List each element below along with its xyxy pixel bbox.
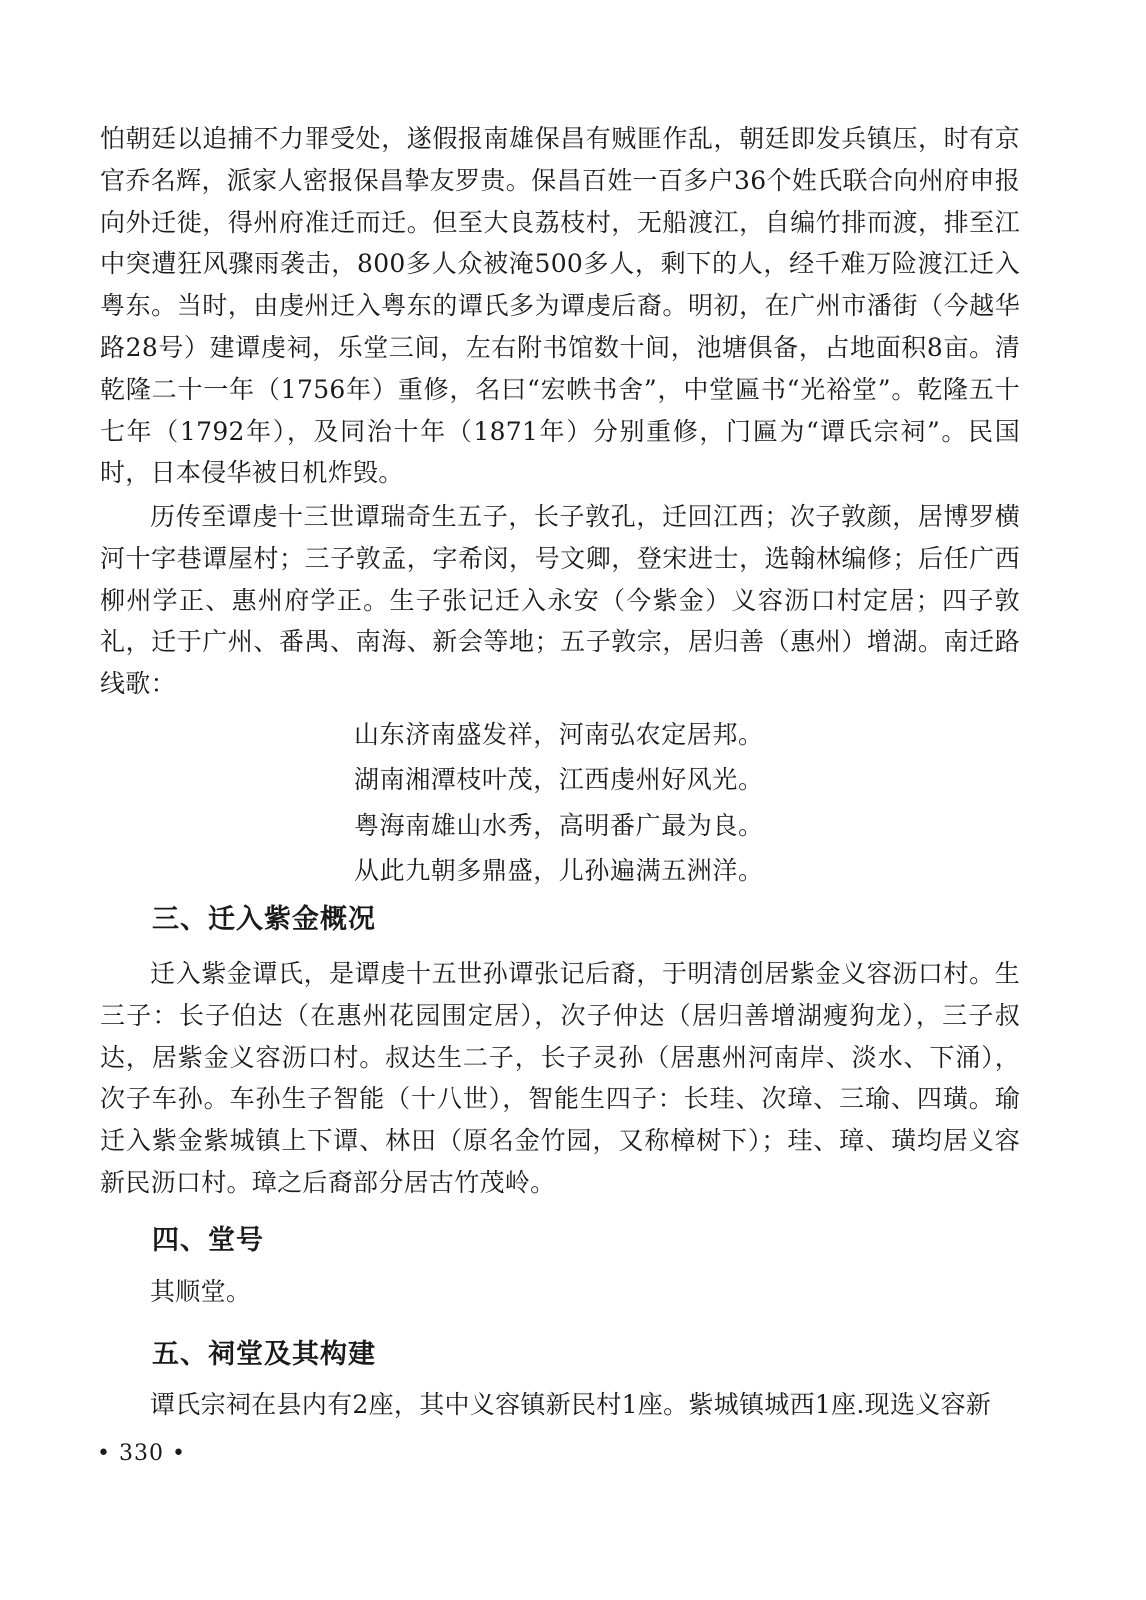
poem-line: 粤海南雄山水秀，高明番广最为良。 — [354, 810, 764, 840]
page-number: • 330 • — [97, 1441, 186, 1466]
migration-poem — [354, 712, 764, 893]
poem-line: 湖南湘潭枝叶茂，江西虔州好风光。 — [354, 765, 764, 795]
paragraph-zijin-overview: 迁入紫金谭氏，是谭虔十五世孙谭张记后裔，于明清创居紫金义容沥口村。生三子：长子伯达（在惠州花园围定居），次子仲达（居归善增湖瘦狗龙），三子叔达，居紫金义容沥口村。叔达生二子，长子灵孙（居惠州河南岸、淡水、下涌），次子车孙。车孙生子智能（十八世），智能生四子：长珪、次璋、三瑜、四璜。瑜迁入紫金紫城镇上下谭、林田（原名金竹园，又称樟树下）；珪、璋、璜均居义容新民沥口村。璋之后裔部分居古竹茂岭。 — [100, 959, 1020, 1197]
section-heading-hall-name: 四、堂号 — [152, 1225, 264, 1256]
paragraph-ancestral-hall: 谭氏宗祠在县内有2座，其中义容镇新民村1座。紫城镇城西1座.现选义容新 — [150, 1390, 992, 1419]
section-heading-migration-to-zijin: 三、迁入紫金概况 — [152, 904, 376, 935]
section-heading-ancestral-hall: 五、祠堂及其构建 — [152, 1339, 376, 1370]
poem-line: 山东济南盛发祥，河南弘农定居邦。 — [354, 720, 764, 749]
paragraph-descendants: 历传至谭虔十三世谭瑞奇生五子，长子敦孔，迁回江西；次子敦颜，居博罗横河十字巷谭屋村；三子敦孟，字希闵，号文卿，登宋进士，选翰林编修；后任广西柳州学正、惠州府学正。生子张记迁入永安（今紫金）义容沥口村定居；四子敦礼，迁于广州、番禺、南海、新会等地；五子敦宗，居归善（惠州）增湖。南迁路线歌： — [100, 502, 1020, 699]
paragraph-hall-name: 其顺堂。 — [150, 1277, 252, 1306]
paragraph-migration-history: 怕朝廷以追捕不力罪受处，遂假报南雄保昌有贼匪作乱，朝廷即发兵镇压，时有京官乔名辉，派家人密报保昌挚友罗贵。保昌百姓一百多户36个姓氏联合向州府申报向外迁徙，得州府准迁而迁。但至大良荔枝村，无船渡江，自编竹排而渡，排至江中突遭狂风骤雨袭击，800多人众被淹500多人，剩下的人，经千难万险渡江迁入粤东。当时，由虔州迁入粤东的谭氏多为谭虔后裔。明初，在广州市潘街（今越华路28号）建谭虔祠，乐堂三间，左右附书馆数十间，池塘俱备，占地面积8亩。清乾隆二十一年（1756年）重修，名曰“宏帙书舍”，中堂匾书“光裕堂”。乾隆五十七年（1792年），及同治十年（1871年）分别重修，门匾为“谭氏宗祠”。民国时，日本侵华被日机炸毁。 — [100, 124, 1020, 488]
poem-line: 从此九朝多鼎盛，儿孙遍满五洲洋。 — [354, 855, 764, 885]
